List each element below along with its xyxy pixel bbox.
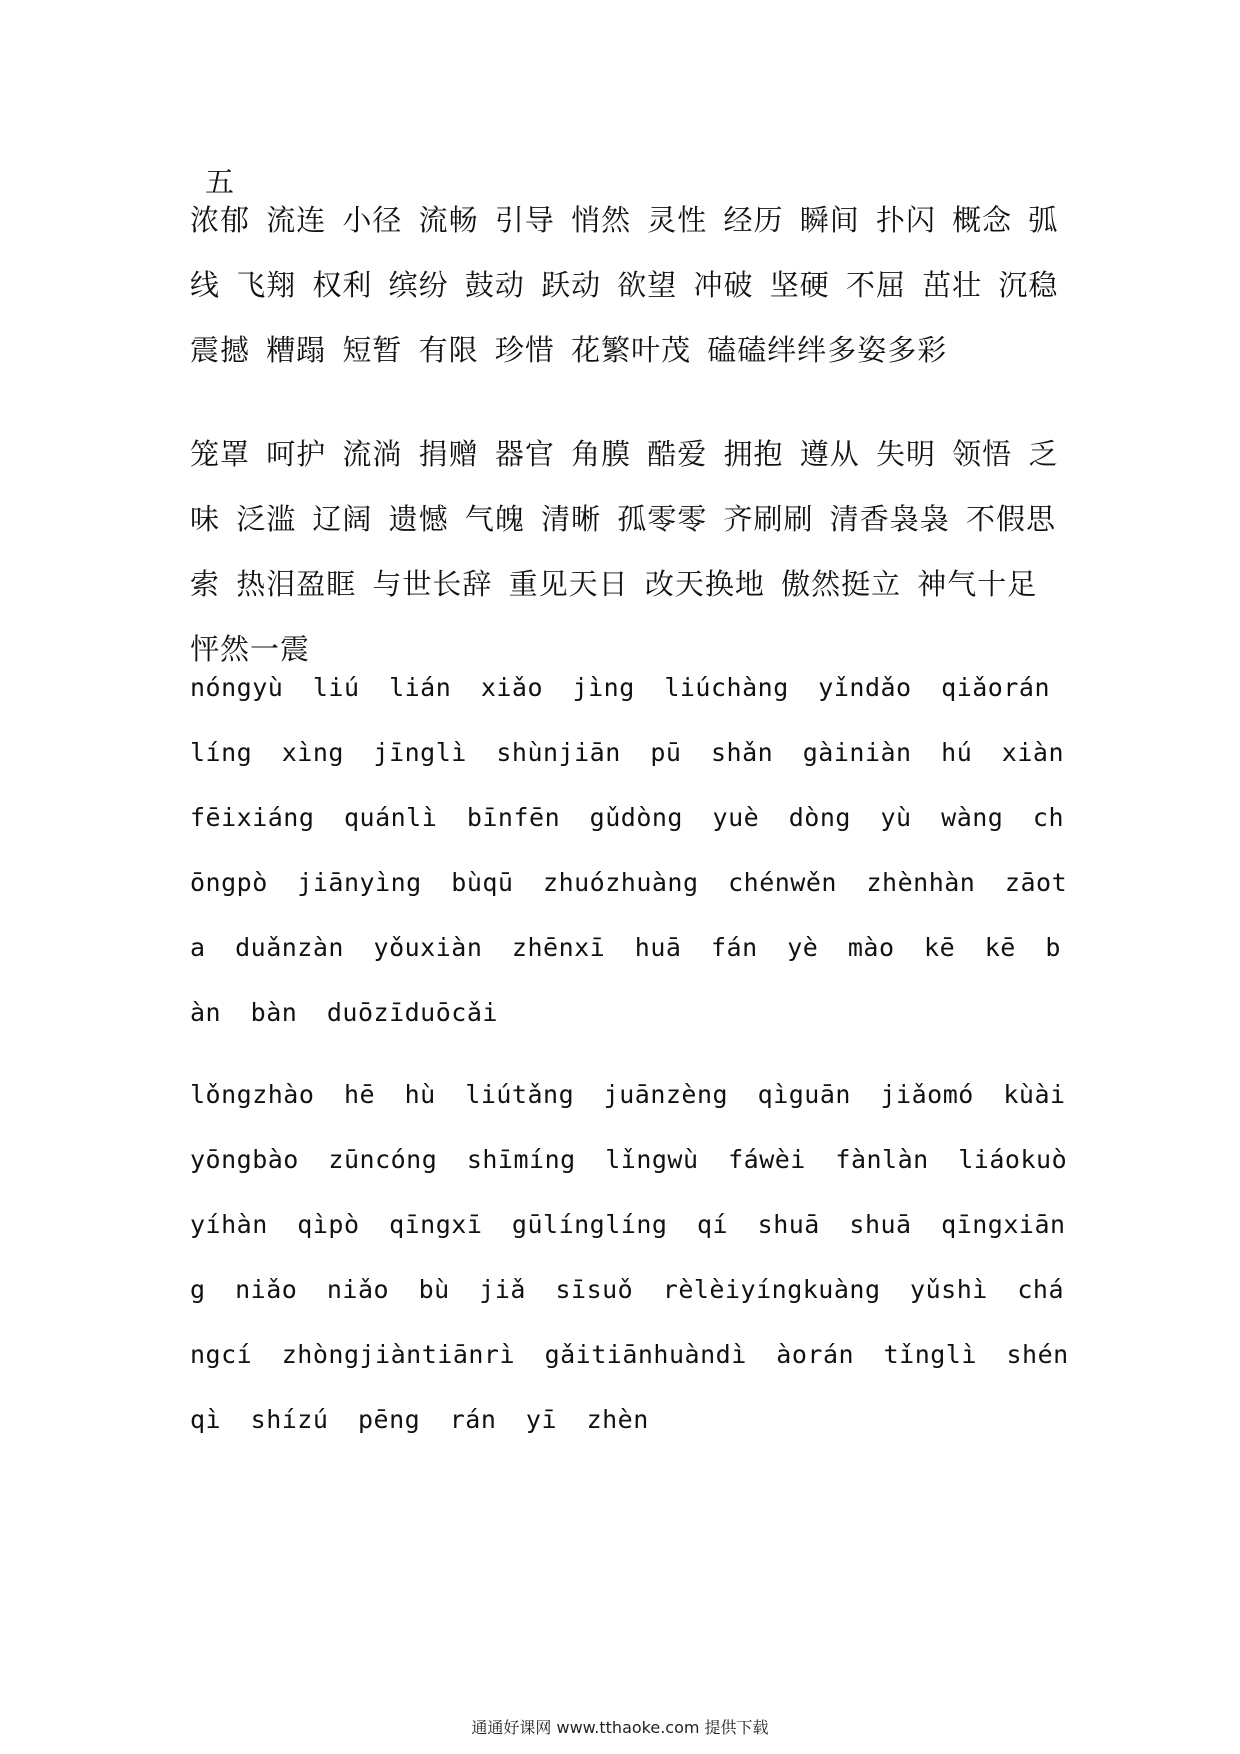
pinyin-group-2: lǒngzhào hē hù liútǎng juānzèng qìguān jiǎomó kùài yōngbào zūncóng shīmíng lǐngwù fáwèi fànlàn liáokuò yíhàn qìpò qīngxī gūlínglíng qí shuā shuā qīngxiāng niǎo niǎo bù jiǎ sīsuǒ rèlèiyíngkuàng yǔshì chángcí zhòngjiàntiānrì gǎitiānhuàndì àorán tǐnglì shénqì shízú pēng rán yī zhèn (190, 1080, 1069, 1434)
vocabulary-group-1: 浓郁 流连 小径 流畅 引导 悄然 灵性 经历 瞬间 扑闪 概念 弧线 飞翔 权利 缤纷 鼓动 跃动 欲望 冲破 坚硬 不屈 茁壮 沉稳 震撼 糟蹋 短暂 有限 珍惜 花繁叶茂 磕磕绊绊多姿多彩 (190, 203, 1059, 367)
section-number: 五 (205, 165, 235, 199)
vocabulary-group-2: 笼罩 呵护 流淌 捐赠 器官 角膜 酷爱 拥抱 遵从 失明 领悟 乏味 泛滥 辽阔 遗憾 气魄 清晰 孤零零 齐刷刷 清香袅袅 不假思索 热泪盈眶 与世长辞 重见天日 改天换地 傲然挺立 神气十足 怦然一震 (190, 437, 1059, 666)
pinyin-group-1: nóngyù liú lián xiǎo jìng liúchàng yǐndǎo qiǎorán líng xìng jīnglì shùnjiān pū shǎn gàiniàn hú xiàn fēixiáng quánlì bīnfēn gǔdòng yuè dòng yù wàng chōngpò jiānyìng bùqū zhuózhuàng chénwěn zhènhàn zāota duǎnzàn yǒuxiàn zhēnxī huā fán yè mào kē kē bàn bàn duōzīduōcǎi (190, 673, 1068, 1027)
footer-source-note: 通通好课网 www.tthaoke.com 提供下载 (471, 1718, 769, 1737)
